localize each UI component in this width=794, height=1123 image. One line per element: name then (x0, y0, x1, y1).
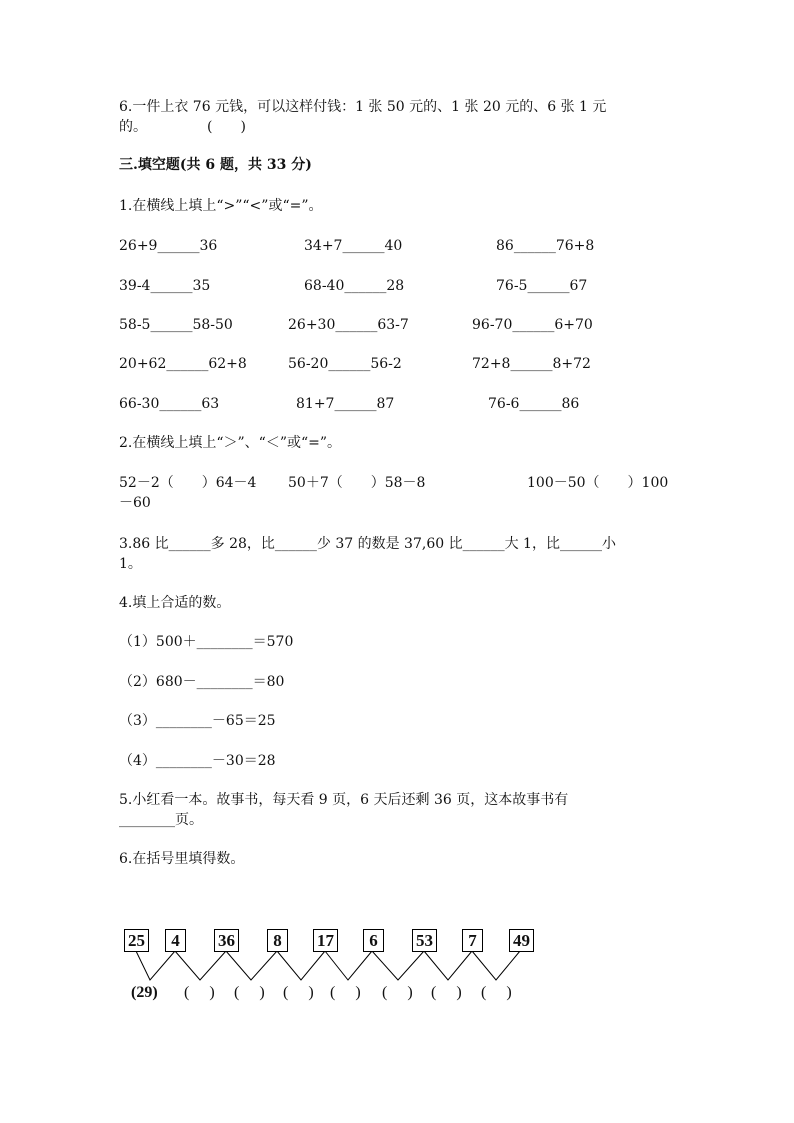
prev-question-6-line2: 的。 (119, 119, 147, 135)
connector-2 (175, 951, 226, 980)
q1-item-r2c2[interactable]: 68-40______28 (304, 278, 405, 294)
chain-answer-7[interactable]: ( ) (431, 984, 462, 1001)
q1-item-r3c1[interactable]: 58-5______58-50 (119, 317, 233, 333)
question-5-line2[interactable]: ________页。 (119, 812, 203, 828)
q4-item-2[interactable]: （2）680－________＝80 (119, 674, 285, 690)
q4-item-3[interactable]: （3）________－65＝25 (119, 713, 276, 729)
section-title: 三.填空题(共 6 题，共 33 分) (119, 157, 312, 173)
prev-question-6-line1: 6.一件上衣 76 元钱，可以这样付钱：1 张 50 元的、1 张 20 元的、6 张 1 元 (119, 99, 607, 115)
q1-item-r1c3[interactable]: 86______76+8 (496, 238, 595, 254)
question-6-text: 6.在括号里填得数。 (119, 851, 245, 867)
question-5-line1: 5.小红看一本。故事书，每天看 9 页，6 天后还剩 36 页，这本故事书有 (119, 792, 569, 808)
question-3-line1[interactable]: 3.86 比______多 28，比______少 37 的数是 37,60 比______大 1，比______小 (119, 536, 616, 552)
q1-item-r3c2[interactable]: 26+30______63-7 (288, 317, 409, 333)
connector-7 (424, 951, 472, 980)
q1-item-r4c1[interactable]: 20+62______62+8 (119, 356, 247, 372)
chain-number-box-7: 53 (412, 929, 437, 952)
q2-item-2[interactable]: 50＋7（ ）58－8 (288, 475, 426, 491)
q1-item-r1c1[interactable]: 26+9______36 (119, 238, 218, 254)
chain-answer-2[interactable]: ( ) (184, 984, 215, 1001)
q2-item-3-continued: －60 (119, 495, 151, 511)
question-3-line2: 1。 (119, 556, 142, 572)
connector-8 (472, 951, 520, 980)
chain-answer-1: (29) (131, 984, 158, 1001)
q1-item-r2c1[interactable]: 39-4______35 (119, 278, 211, 294)
q4-item-4[interactable]: （4）________－30＝28 (119, 753, 276, 769)
chain-answer-6[interactable]: ( ) (382, 984, 413, 1001)
q1-item-r5c1[interactable]: 66-30______63 (119, 396, 220, 412)
q2-item-1[interactable]: 52－2（ ）64－4 (119, 475, 257, 491)
connector-6 (372, 951, 424, 980)
q1-item-r4c3[interactable]: 72+8______8+72 (472, 356, 591, 372)
chain-answer-4[interactable]: ( ) (283, 984, 314, 1001)
q4-item-1[interactable]: （1）500＋________＝570 (119, 634, 294, 650)
chain-number-box-8: 7 (462, 929, 483, 952)
q2-item-3[interactable]: 100－50（ ）100 (527, 475, 669, 491)
chain-number-box-1: 25 (124, 929, 149, 952)
connector-4 (277, 951, 325, 980)
connector-1 (136, 951, 175, 980)
question-1-text: 1.在横线上填上“>”“<”或“=”。 (119, 198, 323, 214)
q1-item-r2c3[interactable]: 76-5______67 (496, 278, 588, 294)
question-2-text: 2.在横线上填上“＞”、“＜”或“=”。 (119, 435, 342, 451)
connector-3 (226, 951, 277, 980)
q1-item-r3c3[interactable]: 96-70______6+70 (472, 317, 593, 333)
chain-number-box-4: 8 (267, 929, 288, 952)
chain-number-box-2: 4 (165, 929, 186, 952)
q1-item-r5c3[interactable]: 76-6______86 (488, 396, 580, 412)
q1-item-r4c2[interactable]: 56-20______56-2 (288, 356, 402, 372)
chain-number-box-3: 36 (214, 929, 239, 952)
connector-5 (325, 951, 372, 980)
chain-answer-5[interactable]: ( ) (330, 984, 361, 1001)
chain-number-box-5: 17 (313, 929, 338, 952)
prev-question-6-answer-paren[interactable]: ( ) (207, 119, 246, 135)
chain-answer-8[interactable]: ( ) (481, 984, 512, 1001)
q1-item-r5c2[interactable]: 81+7______87 (296, 396, 395, 412)
q1-item-r1c2[interactable]: 34+7______40 (304, 238, 403, 254)
question-4-text: 4.填上合适的数。 (119, 595, 231, 611)
chain-number-box-6: 6 (363, 929, 384, 952)
chain-number-box-9: 49 (509, 929, 534, 952)
chain-answer-3[interactable]: ( ) (234, 984, 265, 1001)
